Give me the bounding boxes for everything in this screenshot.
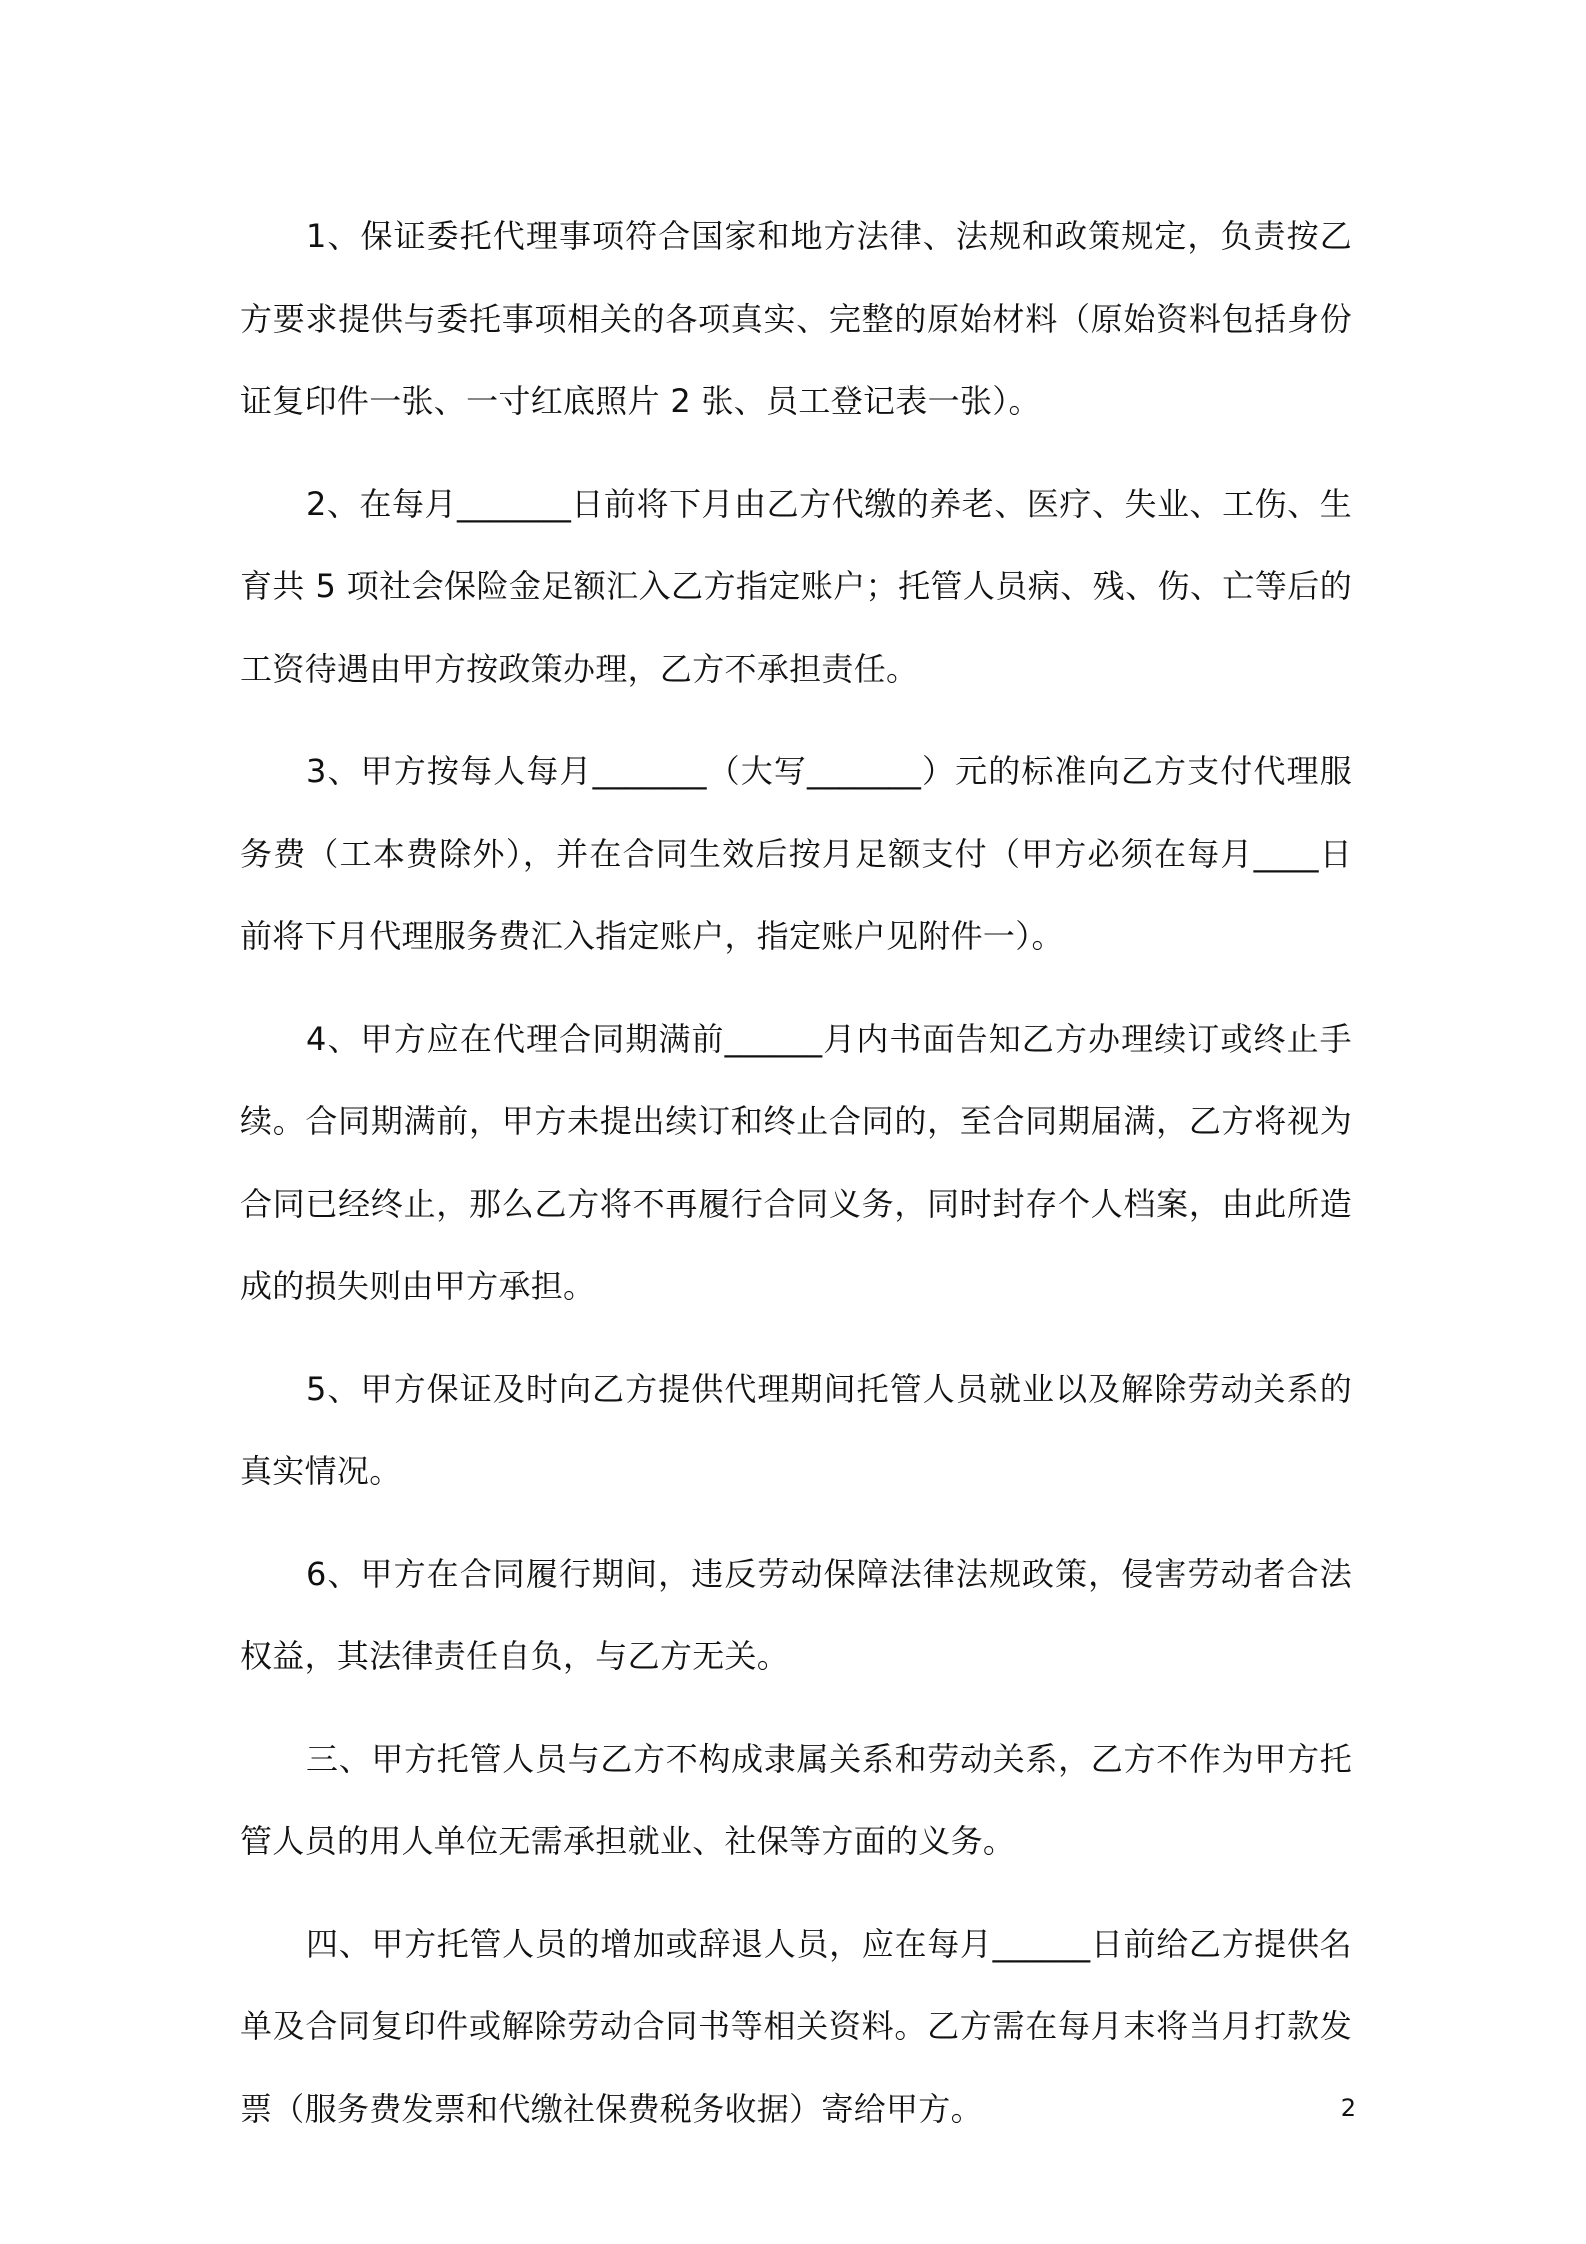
paragraph-8: 四、甲方托管人员的增加或辞退人员，应在每月______日前给乙方提供名单及合同复印件或解除劳动合同书等相关资料。乙方需在每月末将当月打款发票（服务费发票和代缴社保费税务收据）寄给甲方。 [240, 1924, 1352, 2128]
document-body [240, 195, 1352, 2169]
paragraph-4: 4、甲方应在代理合同期满前______月内书面告知乙方办理续订或终止手续。合同期满前，甲方未提出续订和终止合同的，至合同期届满，乙方将视为合同已经终止，那么乙方将不再履行合同义务，同时封存个人档案，由此所造成的损失则由甲方承担。 [240, 1019, 1352, 1305]
paragraph-2: 2、在每月_______日前将下月由乙方代缴的养老、医疗、失业、工伤、生育共 5 项社会保险金足额汇入乙方指定账户；托管人员病、残、伤、亡等后的工资待遇由甲方按政策办理，乙方不承担责任。 [240, 484, 1352, 688]
paragraph-5: 5、甲方保证及时向乙方提供代理期间托管人员就业以及解除劳动关系的真实情况。 [240, 1369, 1352, 1490]
paragraph-6: 6、甲方在合同履行期间，违反劳动保障法律法规政策，侵害劳动者合法权益，其法律责任自负，与乙方无关。 [240, 1554, 1352, 1675]
page-number: 2 [1340, 2094, 1356, 2122]
paragraph-3: 3、甲方按每人每月_______（大写_______）元的标准向乙方支付代理服务费（工本费除外），并在合同生效后按月足额支付（甲方必须在每月____日前将下月代理服务费汇入指定账户，指定账户见附件一）。 [240, 752, 1352, 955]
paragraph-1: 1、保证委托代理事项符合国家和地方法律、法规和政策规定，负责按乙方要求提供与委托事项相关的各项真实、完整的原始材料（原始资料包括身份证复印件一张、一寸红底照片 2 张、员工登记表一张）。 [240, 217, 1352, 420]
paragraph-7: 三、甲方托管人员与乙方不构成隶属关系和劳动关系，乙方不作为甲方托管人员的用人单位无需承担就业、社保等方面的义务。 [240, 1739, 1352, 1860]
